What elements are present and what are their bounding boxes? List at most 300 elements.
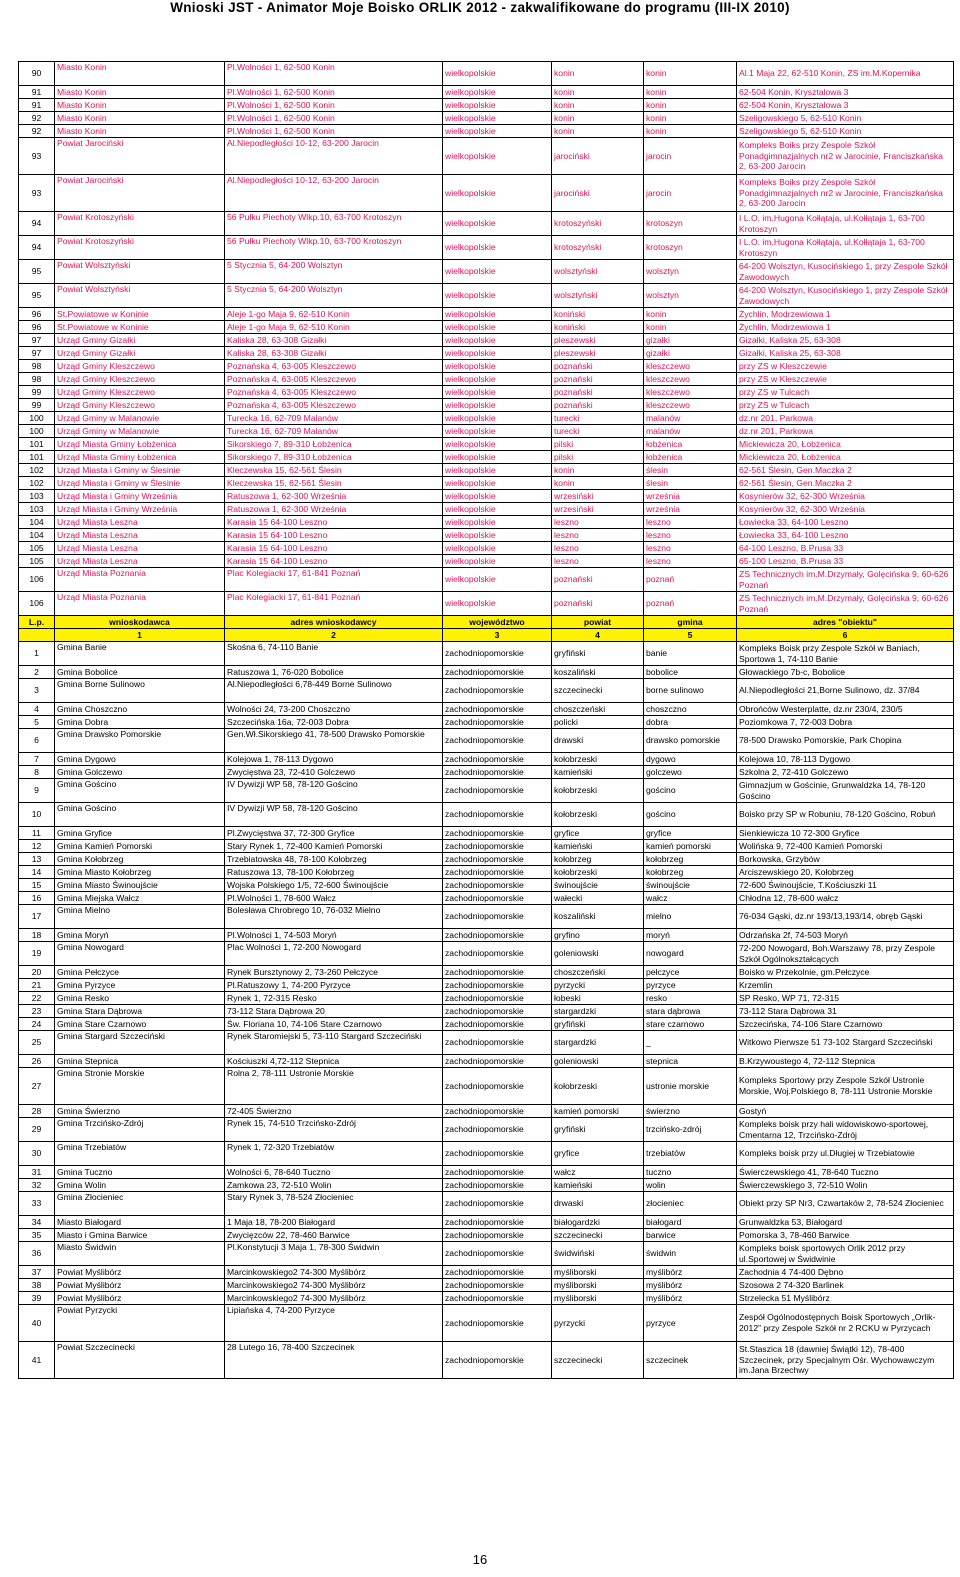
table-row xyxy=(19,703,954,716)
cell-applicant: Miasto Świdwin xyxy=(55,1242,225,1266)
cell-applicant: Urząd Miasta Leszna xyxy=(55,516,225,529)
cell-applicant-address: Bolesława Chrobrego 10, 76-032 Mielno xyxy=(225,905,443,929)
cell-county: kamieński xyxy=(552,840,644,853)
table-row xyxy=(19,929,954,942)
table-row xyxy=(19,175,954,212)
cell-object-address: B.Krzywoustego 4, 72-112 Stepnica xyxy=(737,1055,954,1068)
cell-county: leszno xyxy=(552,555,644,568)
cell-object-address: 78-500 Drawsko Pomorskie, Park Chopina xyxy=(737,729,954,753)
table-row xyxy=(19,779,954,803)
cell-county: kołobrzeski xyxy=(552,779,644,803)
cell-county: wałcz xyxy=(552,1166,644,1179)
cell-applicant: Urząd Gminy Kleszczewo xyxy=(55,386,225,399)
cell-row-number: 104 xyxy=(19,516,55,529)
cell-row-number: 33 xyxy=(19,1192,55,1216)
cell-applicant: Urząd Gminy Gizałki xyxy=(55,334,225,347)
cell-commune: leszno xyxy=(644,542,737,555)
cell-voivodeship: zachodniopomorskie xyxy=(443,1229,552,1242)
table-row xyxy=(19,1342,954,1379)
cell-applicant-address: Gen.Wł.Sikorskiego 41, 78-500 Drawsko Pomorskie xyxy=(225,729,443,753)
cell-row-number: 102 xyxy=(19,464,55,477)
cell-county: myśliborski xyxy=(552,1266,644,1279)
cell-voivodeship: wielkopolskie xyxy=(443,62,552,86)
cell-voivodeship: wielkopolskie xyxy=(443,125,552,138)
cell-applicant-address: Kaliska 28, 63-308 Gizałki xyxy=(225,347,443,360)
table-row xyxy=(19,1018,954,1031)
cell-applicant-address: Pl.Wolności 1, 62-500 Konin xyxy=(225,125,443,138)
cell-applicant: Urząd Miasta Poznania xyxy=(55,592,225,616)
cell-county: białogardzki xyxy=(552,1216,644,1229)
table-row xyxy=(19,412,954,425)
cell-object-address: Sienkiewicza 10 72-300 Gryfice xyxy=(737,827,954,840)
cell-county: pilski xyxy=(552,438,644,451)
cell-row-number: 97 xyxy=(19,334,55,347)
cell-applicant: Urząd Miasta Leszna xyxy=(55,542,225,555)
cell-commune: poznań xyxy=(644,568,737,592)
header-cell-object-address: adres "obiektu" xyxy=(737,616,954,629)
cell-commune: białogard xyxy=(644,1216,737,1229)
cell-county: myśliborski xyxy=(552,1292,644,1305)
cell-commune: krotoszyn xyxy=(644,212,737,236)
cell-row-number: 22 xyxy=(19,992,55,1005)
cell-object-address: Mickiewicza 20, Łobżenica xyxy=(737,438,954,451)
cell-object-address: 64-200 Wolsztyn, Kusocińskiego 1, przy Zespole Szkół Zawodowych xyxy=(737,260,954,284)
cell-applicant: Gmina Stronie Morskie xyxy=(55,1068,225,1105)
cell-row-number: 38 xyxy=(19,1279,55,1292)
cell-applicant-address: Turecka 16, 62-709 Malanów xyxy=(225,425,443,438)
cell-row-number: 95 xyxy=(19,260,55,284)
table-row xyxy=(19,386,954,399)
cell-voivodeship: wielkopolskie xyxy=(443,529,552,542)
cell-commune: ślesin xyxy=(644,477,737,490)
cell-object-address: 76-034 Gąski, dz.nr 193/13,193/14, obręb Gąski xyxy=(737,905,954,929)
column-number-cell: 1 xyxy=(55,629,225,642)
cell-applicant: Miasto Konin xyxy=(55,62,225,86)
cell-applicant-address: Poznańska 4, 63-005 Kleszczewo xyxy=(225,399,443,412)
cell-county: koszaliński xyxy=(552,666,644,679)
cell-row-number: 13 xyxy=(19,853,55,866)
table-row xyxy=(19,827,954,840)
cell-row-number: 23 xyxy=(19,1005,55,1018)
cell-commune: jarocin xyxy=(644,138,737,175)
column-number-cell: 6 xyxy=(737,629,954,642)
cell-commune: świnoujście xyxy=(644,879,737,892)
cell-applicant: Gmina Stargard Szczeciński xyxy=(55,1031,225,1055)
cell-applicant-address: Pl.Zwycięstwa 37, 72-300 Gryfice xyxy=(225,827,443,840)
cell-applicant: Miasto Konin xyxy=(55,86,225,99)
cell-commune: świerzno xyxy=(644,1105,737,1118)
cell-county: koniński xyxy=(552,308,644,321)
cell-county: leszno xyxy=(552,529,644,542)
cell-row-number: 27 xyxy=(19,1068,55,1105)
cell-voivodeship: zachodniopomorskie xyxy=(443,1142,552,1166)
table-row xyxy=(19,1216,954,1229)
table-row xyxy=(19,425,954,438)
table-row xyxy=(19,373,954,386)
cell-row-number: 31 xyxy=(19,1166,55,1179)
cell-voivodeship: wielkopolskie xyxy=(443,451,552,464)
cell-voivodeship: zachodniopomorskie xyxy=(443,840,552,853)
cell-row-number: 103 xyxy=(19,490,55,503)
header-cell-county: powiat xyxy=(552,616,644,629)
cell-voivodeship: zachodniopomorskie xyxy=(443,1342,552,1379)
cell-row-number: 106 xyxy=(19,568,55,592)
cell-voivodeship: wielkopolskie xyxy=(443,568,552,592)
cell-county: konin xyxy=(552,99,644,112)
cell-applicant-address: Al.Niepodległości 10-12, 63-200 Jarocin xyxy=(225,138,443,175)
cell-county: jarociński xyxy=(552,175,644,212)
cell-object-address: Odrzańska 2f, 74-503 Moryń xyxy=(737,929,954,942)
table-row xyxy=(19,542,954,555)
cell-applicant: Powiat Jarociński xyxy=(55,138,225,175)
cell-applicant-address: Pl.Wolności 1, 74-503 Moryń xyxy=(225,929,443,942)
cell-applicant-address: 72-405 Świerzno xyxy=(225,1105,443,1118)
cell-county: gryfiński xyxy=(552,1118,644,1142)
cell-applicant: Urząd Gminy Kleszczewo xyxy=(55,399,225,412)
table-row xyxy=(19,766,954,779)
cell-commune: konin xyxy=(644,62,737,86)
table-row xyxy=(19,334,954,347)
cell-county: myśliborski xyxy=(552,1279,644,1292)
cell-voivodeship: zachodniopomorskie xyxy=(443,779,552,803)
cell-applicant-address: Stary Rynek 1, 72-400 Kamień Pomorski xyxy=(225,840,443,853)
cell-voivodeship: zachodniopomorskie xyxy=(443,979,552,992)
cell-object-address: Witkowo Pierwsze 51 73-102 Stargard Szczeciński xyxy=(737,1031,954,1055)
table-row xyxy=(19,125,954,138)
cell-voivodeship: zachodniopomorskie xyxy=(443,803,552,827)
cell-commune: wolin xyxy=(644,1179,737,1192)
cell-county: drawski xyxy=(552,729,644,753)
table-row xyxy=(19,347,954,360)
cell-applicant: Powiat Krotoszyński xyxy=(55,236,225,260)
cell-county: poznański xyxy=(552,386,644,399)
table-row xyxy=(19,642,954,666)
cell-commune: kołobrzeg xyxy=(644,866,737,879)
cell-row-number: 5 xyxy=(19,716,55,729)
cell-commune: golczewo xyxy=(644,766,737,779)
cell-commune: moryń xyxy=(644,929,737,942)
cell-applicant: Gmina Kołobrzeg xyxy=(55,853,225,866)
cell-voivodeship: wielkopolskie xyxy=(443,175,552,212)
cell-commune: kamień pomorski xyxy=(644,840,737,853)
cell-commune: pełczyce xyxy=(644,966,737,979)
cell-county: krotoszyński xyxy=(552,212,644,236)
cell-county: kołobrzeski xyxy=(552,753,644,766)
cell-applicant: Gmina Trzcińsko-Zdrój xyxy=(55,1118,225,1142)
cell-county: koniński xyxy=(552,321,644,334)
cell-commune: stara dąbrowa xyxy=(644,1005,737,1018)
cell-object-address: Grunwaldzka 53, Białogard xyxy=(737,1216,954,1229)
table-row xyxy=(19,1005,954,1018)
cell-object-address: dz.nr 201, Parkowa xyxy=(737,412,954,425)
cell-row-number: 8 xyxy=(19,766,55,779)
cell-object-address: Kolejowa 10, 78-113 Dygowo xyxy=(737,753,954,766)
table-row xyxy=(19,979,954,992)
cell-row-number: 20 xyxy=(19,966,55,979)
cell-voivodeship: zachodniopomorskie xyxy=(443,753,552,766)
cell-commune: gryfice xyxy=(644,827,737,840)
cell-commune: konin xyxy=(644,308,737,321)
cell-applicant-address: Karasia 15 64-100 Leszno xyxy=(225,516,443,529)
table-row xyxy=(19,803,954,827)
cell-commune: tuczno xyxy=(644,1166,737,1179)
cell-applicant-address: Turecka 16, 62-709 Malanów xyxy=(225,412,443,425)
cell-row-number: 18 xyxy=(19,929,55,942)
cell-row-number: 99 xyxy=(19,386,55,399)
cell-voivodeship: zachodniopomorskie xyxy=(443,666,552,679)
cell-row-number: 91 xyxy=(19,99,55,112)
cell-county: krotoszyński xyxy=(552,236,644,260)
cell-applicant-address: Pl.Wolności 1, 62-500 Konin xyxy=(225,86,443,99)
cell-commune: konin xyxy=(644,112,737,125)
table-row xyxy=(19,1266,954,1279)
cell-applicant-address: Rynek Staromiejski 5, 73-110 Stargard Szczeciński xyxy=(225,1031,443,1055)
cell-object-address: Głowackiego 7b-c, Bobolice xyxy=(737,666,954,679)
cell-county: kołobrzeski xyxy=(552,803,644,827)
cell-voivodeship: wielkopolskie xyxy=(443,386,552,399)
cell-applicant-address: Karasia 15 64-100 Leszno xyxy=(225,542,443,555)
cell-row-number: 96 xyxy=(19,321,55,334)
cell-county: leszno xyxy=(552,516,644,529)
table-row xyxy=(19,1292,954,1305)
cell-row-number: 10 xyxy=(19,803,55,827)
cell-object-address: Kosynierów 32, 62-300 Września xyxy=(737,490,954,503)
cell-object-address: Kosynierów 32, 62-300 Września xyxy=(737,503,954,516)
cell-voivodeship: wielkopolskie xyxy=(443,542,552,555)
cell-row-number: 105 xyxy=(19,555,55,568)
cell-object-address: przy ZS w Tulcach xyxy=(737,399,954,412)
cell-county: konin xyxy=(552,112,644,125)
cell-voivodeship: zachodniopomorskie xyxy=(443,1216,552,1229)
cell-applicant-address: Kaliska 28, 63-308 Gizałki xyxy=(225,334,443,347)
cell-voivodeship: wielkopolskie xyxy=(443,438,552,451)
cell-commune: barwice xyxy=(644,1229,737,1242)
cell-row-number: 101 xyxy=(19,438,55,451)
cell-county: turecki xyxy=(552,412,644,425)
table-row xyxy=(19,62,954,86)
cell-object-address: Świerczewskiego 3, 72-510 Wolin xyxy=(737,1179,954,1192)
cell-row-number: 17 xyxy=(19,905,55,929)
cell-commune: złocieniec xyxy=(644,1192,737,1216)
cell-object-address: Obiekt przy SP Nr3, Czwartaków 2, 78-524 Złocieniec xyxy=(737,1192,954,1216)
cell-row-number: 104 xyxy=(19,529,55,542)
cell-voivodeship: zachodniopomorskie xyxy=(443,679,552,703)
table-row xyxy=(19,86,954,99)
cell-applicant: Urząd Miasta i Gminy w Ślesinie xyxy=(55,464,225,477)
cell-object-address: Gizałki, Kaliska 25, 63-308 xyxy=(737,347,954,360)
cell-row-number: 24 xyxy=(19,1018,55,1031)
table-row xyxy=(19,529,954,542)
cell-applicant-address: Al.Niepodległości 10-12, 63-200 Jarocin xyxy=(225,175,443,212)
cell-voivodeship: zachodniopomorskie xyxy=(443,1005,552,1018)
cell-applicant: Powiat Myślibórz xyxy=(55,1266,225,1279)
cell-row-number: 103 xyxy=(19,503,55,516)
cell-county: pyrzycki xyxy=(552,979,644,992)
cell-applicant-address: Zwycięzców 22, 78-460 Barwice xyxy=(225,1229,443,1242)
cell-applicant-address: Kościuszki 4,72-112 Stepnica xyxy=(225,1055,443,1068)
cell-applicant: St.Powiatowe w Koninie xyxy=(55,321,225,334)
cell-applicant-address: Karasia 15 64-100 Leszno xyxy=(225,529,443,542)
table-row xyxy=(19,1279,954,1292)
cell-object-address: przy ZS w Kleszczewie xyxy=(737,360,954,373)
cell-commune: konin xyxy=(644,99,737,112)
cell-commune: konin xyxy=(644,321,737,334)
header-cell-applicant: wnioskodawca xyxy=(55,616,225,629)
cell-row-number: 100 xyxy=(19,425,55,438)
cell-applicant-address: Rynek 1, 72-320 Trzebiatów xyxy=(225,1142,443,1166)
cell-county: stargardzki xyxy=(552,1031,644,1055)
cell-object-address: Boisko przy SP w Robuniu, 78-120 Gościno, Robuń xyxy=(737,803,954,827)
cell-voivodeship: zachodniopomorskie xyxy=(443,1118,552,1142)
cell-voivodeship: wielkopolskie xyxy=(443,112,552,125)
cell-voivodeship: wielkopolskie xyxy=(443,516,552,529)
cell-row-number: 98 xyxy=(19,360,55,373)
cell-row-number: 2 xyxy=(19,666,55,679)
cell-object-address: przy ZS w Tulcach xyxy=(737,386,954,399)
cell-county: kamieński xyxy=(552,766,644,779)
cell-voivodeship: zachodniopomorskie xyxy=(443,866,552,879)
cell-commune: myślibórz xyxy=(644,1279,737,1292)
cell-row-number: 96 xyxy=(19,308,55,321)
cell-commune: myślibórz xyxy=(644,1292,737,1305)
cell-applicant: Miasto i Gmina Barwice xyxy=(55,1229,225,1242)
cell-row-number: 34 xyxy=(19,1216,55,1229)
cell-row-number: 36 xyxy=(19,1242,55,1266)
cell-applicant-address: Wojska Polskiego 1/5, 72-600 Świnoujście xyxy=(225,879,443,892)
cell-voivodeship: zachodniopomorskie xyxy=(443,1242,552,1266)
cell-applicant-address: Pl.Wolności 1, 62-500 Konin xyxy=(225,99,443,112)
table-row xyxy=(19,592,954,616)
cell-voivodeship: wielkopolskie xyxy=(443,360,552,373)
cell-county: konin xyxy=(552,477,644,490)
cell-applicant-address: Poznańska 4, 63-005 Kleszczewo xyxy=(225,360,443,373)
cell-voivodeship: zachodniopomorskie xyxy=(443,853,552,866)
cell-object-address: 64-200 Wolsztyn, Kusocińskiego 1, przy Zespole Szkół Zawodowych xyxy=(737,284,954,308)
cell-county: świdwiński xyxy=(552,1242,644,1266)
cell-applicant-address: Trzebiatowska 48, 78-100 Kołobrzeg xyxy=(225,853,443,866)
cell-commune: kleszczewo xyxy=(644,399,737,412)
cell-voivodeship: zachodniopomorskie xyxy=(443,1031,552,1055)
cell-applicant-address: Św. Floriana 10, 74-106 Stare Czarnowo xyxy=(225,1018,443,1031)
table-header xyxy=(19,616,954,642)
table-row xyxy=(19,1068,954,1105)
cell-object-address: St.Staszica 18 (dawniej Świątki 12), 78-400 Szczecinek, przy Specjalnym Ośr. Wychowawczym im.Jana Brzechwy xyxy=(737,1342,954,1379)
cell-applicant: St.Powiatowe w Koninie xyxy=(55,308,225,321)
cell-row-number: 6 xyxy=(19,729,55,753)
cell-commune: stepnica xyxy=(644,1055,737,1068)
cell-applicant: Gmina Kamień Pomorski xyxy=(55,840,225,853)
cell-commune: choszczno xyxy=(644,703,737,716)
zachodniopomorskie-rows xyxy=(19,642,954,1379)
cell-row-number: 12 xyxy=(19,840,55,853)
cell-applicant: Powiat Pyrzycki xyxy=(55,1305,225,1342)
cell-applicant-address: Pl.Wolności 1, 62-500 Konin xyxy=(225,62,443,86)
cell-commune: pyrzyce xyxy=(644,1305,737,1342)
cell-applicant: Gmina Pełczyce xyxy=(55,966,225,979)
cell-applicant-address: Ratuszowa 1, 62-300 Września xyxy=(225,490,443,503)
cell-applicant-address: Kleczewska 15, 62-561 Ślesin xyxy=(225,477,443,490)
cell-applicant: Urząd Gminy Kleszczewo xyxy=(55,373,225,386)
cell-applicant: Gmina Trzebiatów xyxy=(55,1142,225,1166)
cell-applicant: Gmina Drawsko Pomorskie xyxy=(55,729,225,753)
cell-applicant-address: 1 Maja 18, 78-200 Białogard xyxy=(225,1216,443,1229)
table-row xyxy=(19,360,954,373)
cell-applicant: Powiat Myślibórz xyxy=(55,1292,225,1305)
cell-object-address: I L.O. im.Hugona Kołłątaja, ul.Kołłątaja 1, 63-700 Krotoszyn xyxy=(737,236,954,260)
cell-commune: krotoszyn xyxy=(644,236,737,260)
table-row xyxy=(19,879,954,892)
cell-row-number: 99 xyxy=(19,399,55,412)
cell-object-address: ZS Technicznych im.M.Drzymały, Golęcińska 9, 60-626 Poznań xyxy=(737,592,954,616)
cell-applicant-address: 5 Stycznia 5, 64-200 Wolsztyn xyxy=(225,284,443,308)
cell-commune: kleszczewo xyxy=(644,373,737,386)
cell-applicant: Urząd Miasta Leszna xyxy=(55,529,225,542)
cell-applicant: Gmina Pyrzyce xyxy=(55,979,225,992)
cell-county: goleniowski xyxy=(552,1055,644,1068)
cell-applicant-address: 56 Pułku Piechoty Wlkp.10, 63-700 Krotoszyn xyxy=(225,212,443,236)
cell-row-number: 90 xyxy=(19,62,55,86)
cell-row-number: 21 xyxy=(19,979,55,992)
cell-object-address: Boisko w Przekolnie, gm.Pełczyce xyxy=(737,966,954,979)
cell-object-address: Kompleks boisk przy hali widowiskowo-sportowej, Cmentarna 12, Trzcińsko-Zdrój xyxy=(737,1118,954,1142)
cell-applicant-address: Rynek Bursztynowy 2, 73-260 Pełczyce xyxy=(225,966,443,979)
cell-commune: banie xyxy=(644,642,737,666)
cell-county: koszaliński xyxy=(552,905,644,929)
table-row xyxy=(19,503,954,516)
cell-voivodeship: zachodniopomorskie xyxy=(443,905,552,929)
table-row xyxy=(19,853,954,866)
table-row xyxy=(19,438,954,451)
cell-commune: wałcz xyxy=(644,892,737,905)
cell-commune: resko xyxy=(644,992,737,1005)
cell-commune: konin xyxy=(644,125,737,138)
table-row xyxy=(19,1166,954,1179)
cell-county: kołobrzeg xyxy=(552,853,644,866)
cell-row-number: 92 xyxy=(19,112,55,125)
cell-county: wolsztyński xyxy=(552,284,644,308)
header-cell-voivodeship: województwo xyxy=(443,616,552,629)
cell-object-address: Szczecińska, 74-106 Stare Czarnowo xyxy=(737,1018,954,1031)
cell-applicant: Gmina Gościno xyxy=(55,779,225,803)
cell-object-address: Szosowa 2 74-320 Barlinek xyxy=(737,1279,954,1292)
page-number: 16 xyxy=(472,1552,488,1567)
cell-applicant: Urząd Miasta Leszna xyxy=(55,555,225,568)
cell-applicant: Gmina Stare Czarnowo xyxy=(55,1018,225,1031)
cell-applicant: Urząd Miasta Poznania xyxy=(55,568,225,592)
cell-object-address: przy ZS w Kleszczewie xyxy=(737,373,954,386)
cell-applicant: Gmina Stepnica xyxy=(55,1055,225,1068)
cell-county: wolsztyński xyxy=(552,260,644,284)
cell-voivodeship: wielkopolskie xyxy=(443,490,552,503)
cell-object-address: Gizałki, Kaliska 25, 63-308 xyxy=(737,334,954,347)
cell-county: poznański xyxy=(552,399,644,412)
column-number-cell: 2 xyxy=(225,629,443,642)
cell-row-number: 11 xyxy=(19,827,55,840)
cell-voivodeship: wielkopolskie xyxy=(443,347,552,360)
cell-applicant-address: Al.Niepodległości 6,78-449 Borne Sulinowo xyxy=(225,679,443,703)
table-row xyxy=(19,308,954,321)
table-row xyxy=(19,840,954,853)
cell-applicant: Urząd Gminy w Malanowie xyxy=(55,425,225,438)
cell-applicant-address: Karasia 15 64-100 Leszno xyxy=(225,555,443,568)
table-row xyxy=(19,1055,954,1068)
cell-voivodeship: wielkopolskie xyxy=(443,334,552,347)
cell-row-number: 100 xyxy=(19,412,55,425)
cell-row-number: 105 xyxy=(19,542,55,555)
cell-applicant-address: 28 Lutego 16, 78-400 Szczecinek xyxy=(225,1342,443,1379)
cell-object-address: SP Resko, WP 71, 72-315 xyxy=(737,992,954,1005)
cell-row-number: 15 xyxy=(19,879,55,892)
